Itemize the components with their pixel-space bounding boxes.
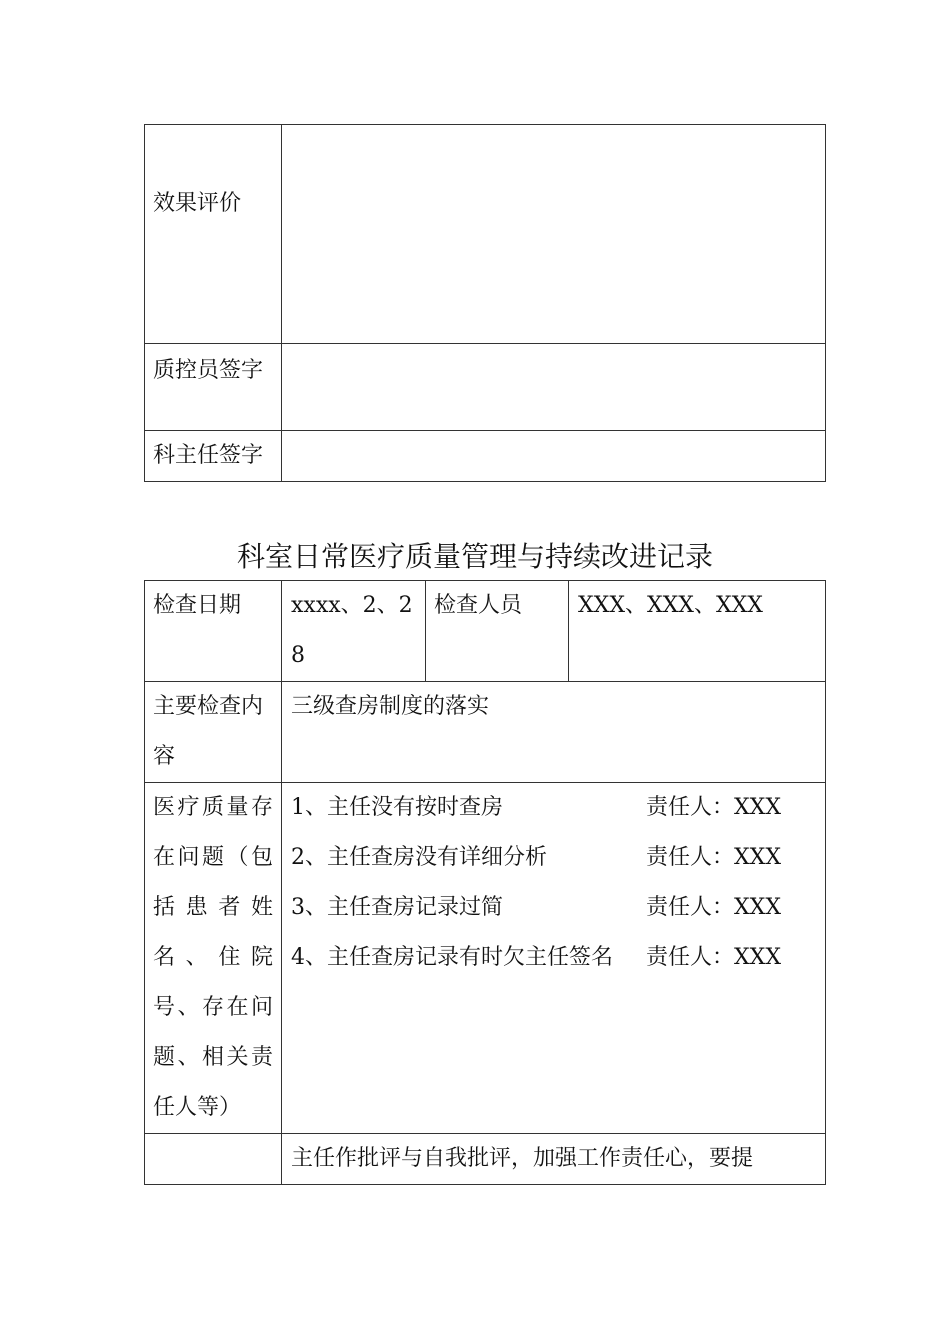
issue-item [291, 833, 825, 883]
issues-label-line: 在问题（包 [153, 845, 273, 870]
issues-list [282, 783, 826, 1134]
effect-evaluation-label: 效果评价 [145, 125, 282, 344]
effect-evaluation-row [145, 125, 826, 344]
issues-label-line: 号、存在问 [153, 995, 273, 1020]
issue-text: 3、主任查房记录过简 [291, 895, 503, 920]
issue-responsible: 责任人：XXX [646, 945, 781, 970]
director-signature-field[interactable] [282, 431, 826, 482]
page-title: 科室日常医疗质量管理与持续改进记录 [236, 540, 713, 573]
main-content-value: 三级查房制度的落实 [282, 682, 826, 783]
issue-item [291, 883, 825, 933]
issue-text: 4、主任查房记录有时欠主任签名 [291, 945, 613, 970]
issue-text: 2、主任查房没有详细分析 [291, 845, 547, 870]
main-content-label-line1: 主要检查内 [153, 694, 264, 719]
issue-responsible: 责任人：XXX [646, 895, 781, 920]
check-date-line1: xxxx、2、2 [291, 593, 413, 618]
issue-item [291, 783, 825, 833]
issue-text: 1、主任没有按时查房 [291, 795, 503, 820]
measures-row [145, 1134, 826, 1185]
check-date-value [282, 581, 426, 682]
check-date-row [145, 581, 826, 682]
issues-label [145, 783, 282, 1134]
issue-item [291, 933, 825, 983]
check-date-label: 检查日期 [145, 581, 282, 682]
issue-responsible: 责任人：XXX [646, 845, 781, 870]
main-content-label [145, 682, 282, 783]
measures-value: 主任作批评与自我批评，加强工作责任心，要提 [282, 1134, 826, 1185]
issues-label-line: 任人等） [153, 1095, 242, 1120]
check-date-line2: 8 [291, 643, 305, 668]
inspector-value: XXX、XXX、XXX [569, 581, 826, 682]
issues-label-line: 括 患 者 姓 [153, 895, 273, 920]
qc-signature-row [145, 344, 826, 431]
issue-responsible: 责任人：XXX [646, 795, 781, 820]
evaluation-signature-table [144, 124, 826, 482]
main-content-row [145, 682, 826, 783]
issues-label-line: 题、相关责 [153, 1045, 273, 1070]
inspector-label: 检查人员 [426, 581, 569, 682]
issues-label-line: 名 、 住 院 [153, 945, 273, 970]
issues-label-line: 医疗质量存 [153, 795, 273, 820]
effect-evaluation-field[interactable] [282, 125, 826, 344]
issues-row [145, 783, 826, 1134]
director-signature-row [145, 431, 826, 482]
qc-signature-field[interactable] [282, 344, 826, 431]
qc-signature-label: 质控员签字 [145, 344, 282, 431]
measures-label [145, 1134, 282, 1185]
main-content-label-line2: 容 [153, 744, 176, 769]
director-signature-label: 科主任签字 [145, 431, 282, 482]
quality-record-table [144, 580, 826, 1185]
